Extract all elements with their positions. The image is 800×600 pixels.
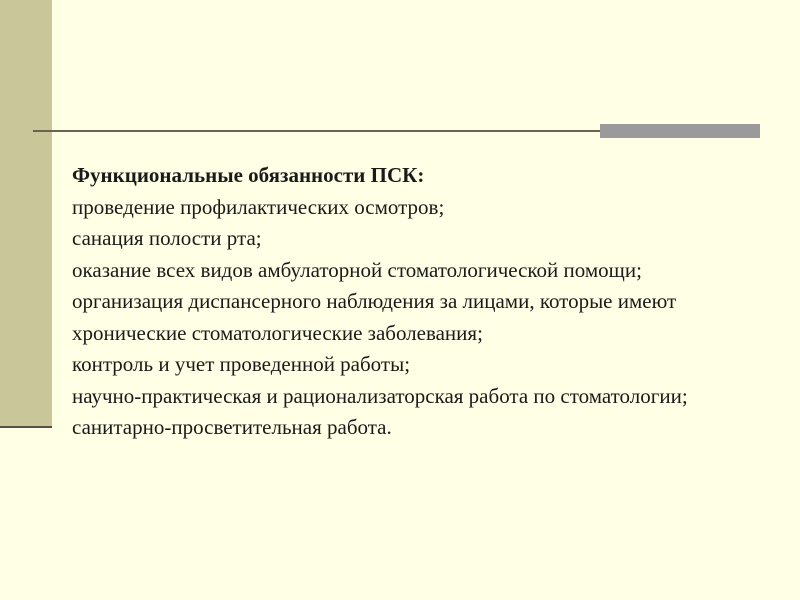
slide-content — [72, 160, 772, 444]
decorative-side-bar — [0, 0, 52, 428]
list-item: контроль и учет проведенной работы; — [72, 352, 411, 376]
list-item: организация диспансерного наблюдения за лицами, которые имеют хронические стоматологические заболевания; — [72, 289, 677, 345]
list-item: санитарно-просветительная работа. — [72, 415, 392, 439]
list-item: санация полости рта; — [72, 226, 262, 250]
horizontal-rule-block — [600, 124, 760, 138]
side-bar-bottom-edge — [0, 426, 52, 428]
slide-title: Функциональные обязанности ПСК: — [72, 163, 425, 187]
horizontal-rule-line — [33, 130, 600, 132]
duties-list — [72, 192, 772, 444]
list-item: оказание всех видов амбулаторной стоматологической помощи; — [72, 257, 642, 282]
list-item: научно-практическая и рационализаторская работа по стоматологии; — [72, 383, 688, 408]
list-item: проведение профилактических осмотров; — [72, 194, 445, 219]
